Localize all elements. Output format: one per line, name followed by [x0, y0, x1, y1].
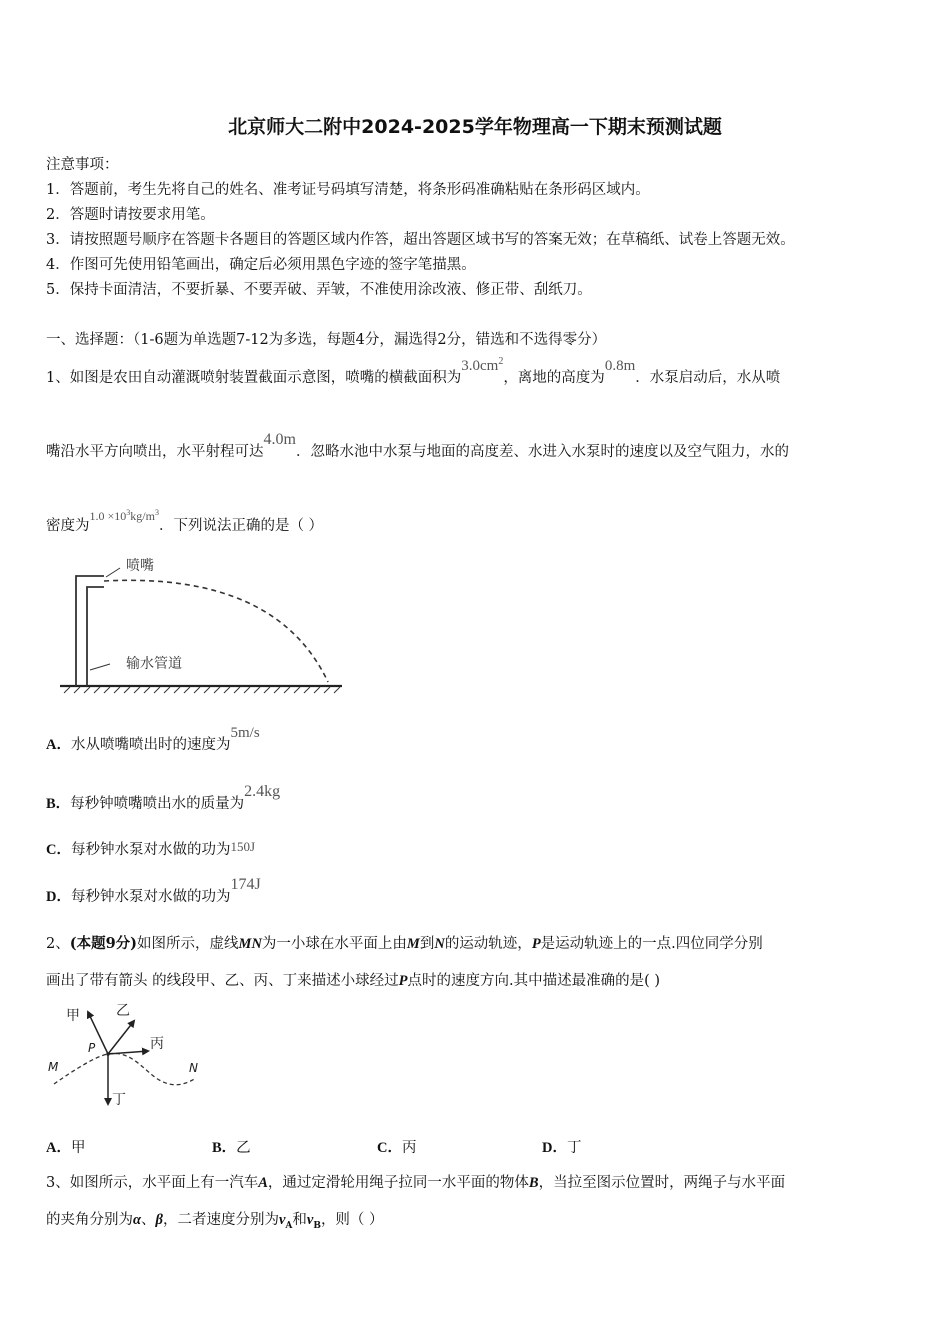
note-item: 5．保持卡面清洁，不要折暴、不要弄破、弄皱，不准使用涂改液、修正带、刮纸刀。 [46, 282, 592, 298]
q1-line-1 [46, 356, 781, 387]
nozzle-label: 喷嘴 [126, 558, 154, 574]
q2-line-1: 2、(本题9分)如图所示，虚线MN为一小球在水平面上由M到N的运动轨迹，P是运动轨迹上的一点.四位同学分别 [46, 935, 763, 952]
q1-text: ．下列说法正确的是（ ） [158, 518, 324, 534]
note-item: 2．答题时请按要求用笔。 [46, 207, 215, 223]
q2-option-a[interactable] [46, 1136, 85, 1157]
q1-figure [56, 552, 348, 694]
q3-line-2: 的夹角分别为α、β，二者速度分别为$v_A$和$v_B$，则（ ） [46, 1212, 384, 1231]
q1-line-2 [46, 431, 789, 461]
q1-text: ，离地的高度为 [503, 370, 605, 386]
note-item: 3．请按照题号顺序在答题卡各题目的答题区域内作答，超出答题区域书写的答案无效；在草稿纸、试卷上答题无效。 [46, 232, 795, 248]
label-m: M [48, 1060, 59, 1074]
option-value: 5m/s [230, 725, 260, 741]
option-text: 乙 [236, 1140, 251, 1156]
option-text: 每秒钟水泵对水做的功为 [70, 889, 231, 905]
q1-option-b[interactable] [46, 783, 281, 813]
q1-option-c[interactable] [46, 838, 255, 859]
arrow-bing [108, 1051, 148, 1054]
section-heading: 一、选择题：（1-6题为单选题7-12为多选，每题4分，漏选得2分，错选和不选得零分） [46, 332, 607, 348]
q2-option-d[interactable] [542, 1136, 581, 1157]
option-text: 每秒钟喷嘴喷出水的质量为 [70, 796, 245, 812]
option-letter: A． [46, 737, 71, 753]
option-text: 水从喷嘴喷出时的速度为 [70, 737, 231, 753]
option-letter: D． [46, 889, 71, 905]
option-letter: C． [46, 842, 71, 858]
q1-option-a[interactable] [46, 725, 260, 754]
nozzle-pointer [106, 568, 120, 577]
option-value: 2.4kg [244, 783, 281, 800]
ground-hatching [64, 687, 340, 693]
q2-line-2: 画出了带有箭头 的线段甲、乙、丙、丁来描述小球经过P点时的速度方向.其中描述最准确的是( ) [46, 973, 660, 989]
label-n: N [189, 1061, 198, 1075]
q1-text: 1、如图是农田自动灌溉喷射装置截面示意图，喷嘴的横截面积为 [46, 370, 462, 386]
trajectory-mn [54, 1053, 196, 1084]
q1-density: $1.0 \times 10^3kg/m^3$ [89, 508, 159, 523]
option-letter: A． [46, 1140, 71, 1156]
q2-option-b[interactable] [212, 1136, 251, 1157]
pipe-inner [87, 587, 104, 686]
q1-text: 嘴沿水平方向喷出，水平射程可达 [46, 444, 264, 460]
pipe-pointer [90, 664, 110, 670]
q1-text: 密度为 [46, 518, 90, 534]
notes-heading: 注意事项： [46, 157, 119, 173]
q1-range: 4.0m [263, 431, 296, 448]
option-letter: D． [542, 1140, 567, 1156]
label-yi: 乙 [116, 1003, 130, 1019]
pipe-label: 输水管道 [126, 656, 182, 672]
option-text: 丙 [401, 1140, 417, 1156]
q1-text: ．忽略水池中水泵与地面的高度差、水进入水泵时的速度以及空气阻力，水的 [295, 444, 789, 460]
label-ding: 丁 [112, 1092, 126, 1108]
option-letter: C． [377, 1140, 402, 1156]
q1-text: ．水泵启动后，水从喷 [635, 370, 781, 386]
q1-option-d[interactable] [46, 876, 261, 906]
note-item: 1．答题前，考生先将自己的姓名、准考证号码填写清楚，将条形码准确粘贴在条形码区域内。 [46, 182, 650, 198]
page-title: 北京师大二附中2024-2025学年物理高一下期末预测试题 [228, 116, 722, 138]
point-p [106, 1052, 110, 1056]
q1-line-3 [46, 508, 324, 535]
option-text: 甲 [70, 1140, 86, 1156]
q2-figure [44, 998, 214, 1110]
option-value: 150J [230, 839, 256, 854]
q1-area: $3.0cm^2$ [461, 356, 504, 374]
option-value: 174J [230, 876, 261, 893]
note-item: 4．作图可先使用铅笔画出，确定后必须用黑色字迹的签字笔描黑。 [46, 257, 476, 273]
option-text: 丁 [566, 1140, 582, 1156]
arrow-yi [108, 1021, 134, 1054]
label-jia: 甲 [66, 1008, 80, 1024]
q1-height: 0.8m [604, 358, 636, 374]
q3-line-1: 3、如图所示，水平面上有一汽车A，通过定滑轮用绳子拉同一水平面的物体B，当拉至图示位置时，两绳子与水平面 [46, 1175, 786, 1191]
option-letter: B． [212, 1140, 237, 1156]
option-letter: B． [46, 796, 71, 812]
option-text: 每秒钟水泵对水做的功为 [70, 842, 231, 858]
q2-option-c[interactable] [377, 1136, 416, 1157]
label-p: P [88, 1041, 96, 1055]
label-bing: 丙 [150, 1036, 164, 1052]
